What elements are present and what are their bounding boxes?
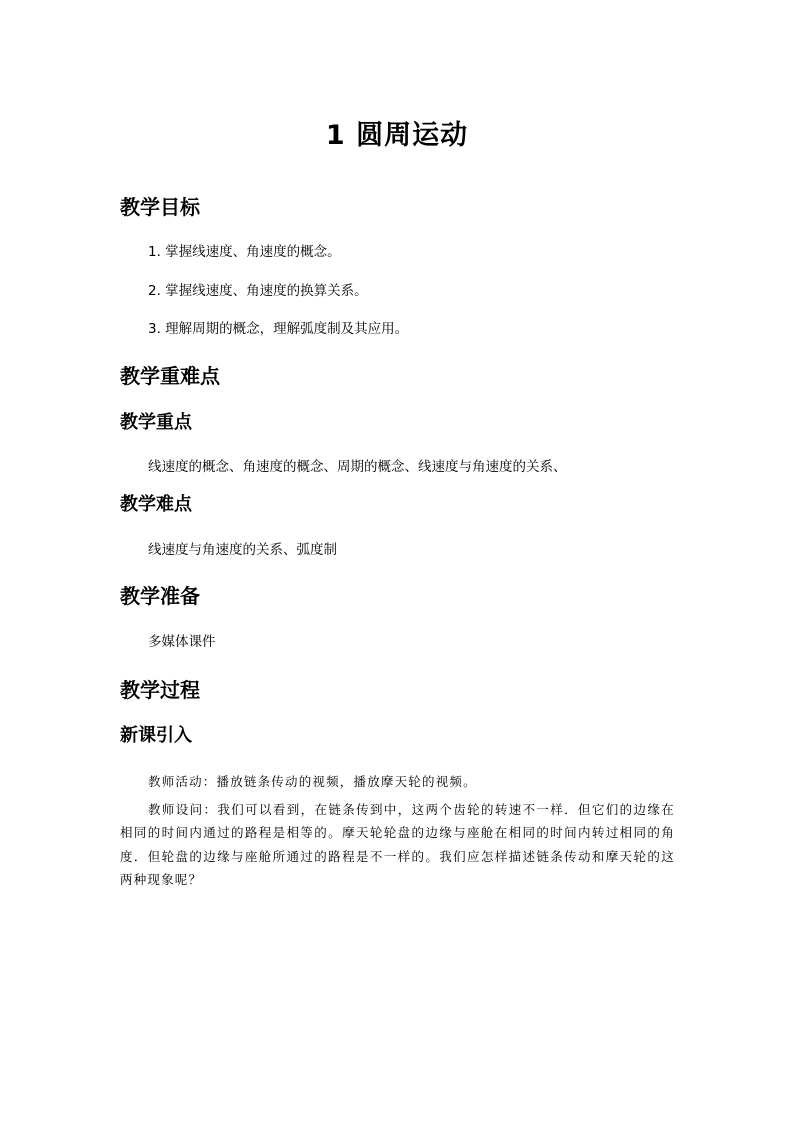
intro-paragraph-1: 教师活动：播放链条传动的视频，播放摩天轮的视频。 [148, 774, 477, 789]
page-title: 1 圆周运动 [325, 120, 469, 151]
preparation-text: 多媒体课件 [148, 634, 216, 650]
objective-item-3: 3. 理解周期的概念，理解弧度制及其应用。 [148, 321, 409, 337]
heading-process: 教学过程 [120, 678, 200, 702]
objective-item-2: 2. 掌握线速度、角速度的换算关系。 [148, 283, 368, 299]
heading-preparation: 教学准备 [120, 584, 200, 608]
heading-difficult-points: 教学难点 [120, 494, 192, 515]
heading-intro: 新课引入 [120, 725, 192, 746]
heading-objectives: 教学目标 [120, 195, 200, 219]
heading-key-difficult: 教学重难点 [120, 364, 220, 388]
intro-paragraph-2: 教师设问：我们可以看到，在链条传到中，这两个齿轮的转速不一样．但它们的边缘在相同的时间内通过的路程是相等的。摩天轮轮盘的边缘与座舱在相同的时间内转过相同的角度．但轮盘的边缘与座舱所通过的路程是不一样的。我们应怎样描述链条传动和摩天轮的这两种现象呢？ [120, 801, 675, 887]
intro-body [120, 770, 675, 892]
objective-item-1: 1. 掌握线速度、角速度的概念。 [148, 244, 341, 260]
heading-key-points: 教学重点 [120, 412, 192, 433]
difficult-points-text: 线速度与角速度的关系、弧度制 [148, 542, 337, 558]
key-points-text: 线速度的概念、角速度的概念、周期的概念、线速度与角速度的关系、 [148, 459, 567, 475]
